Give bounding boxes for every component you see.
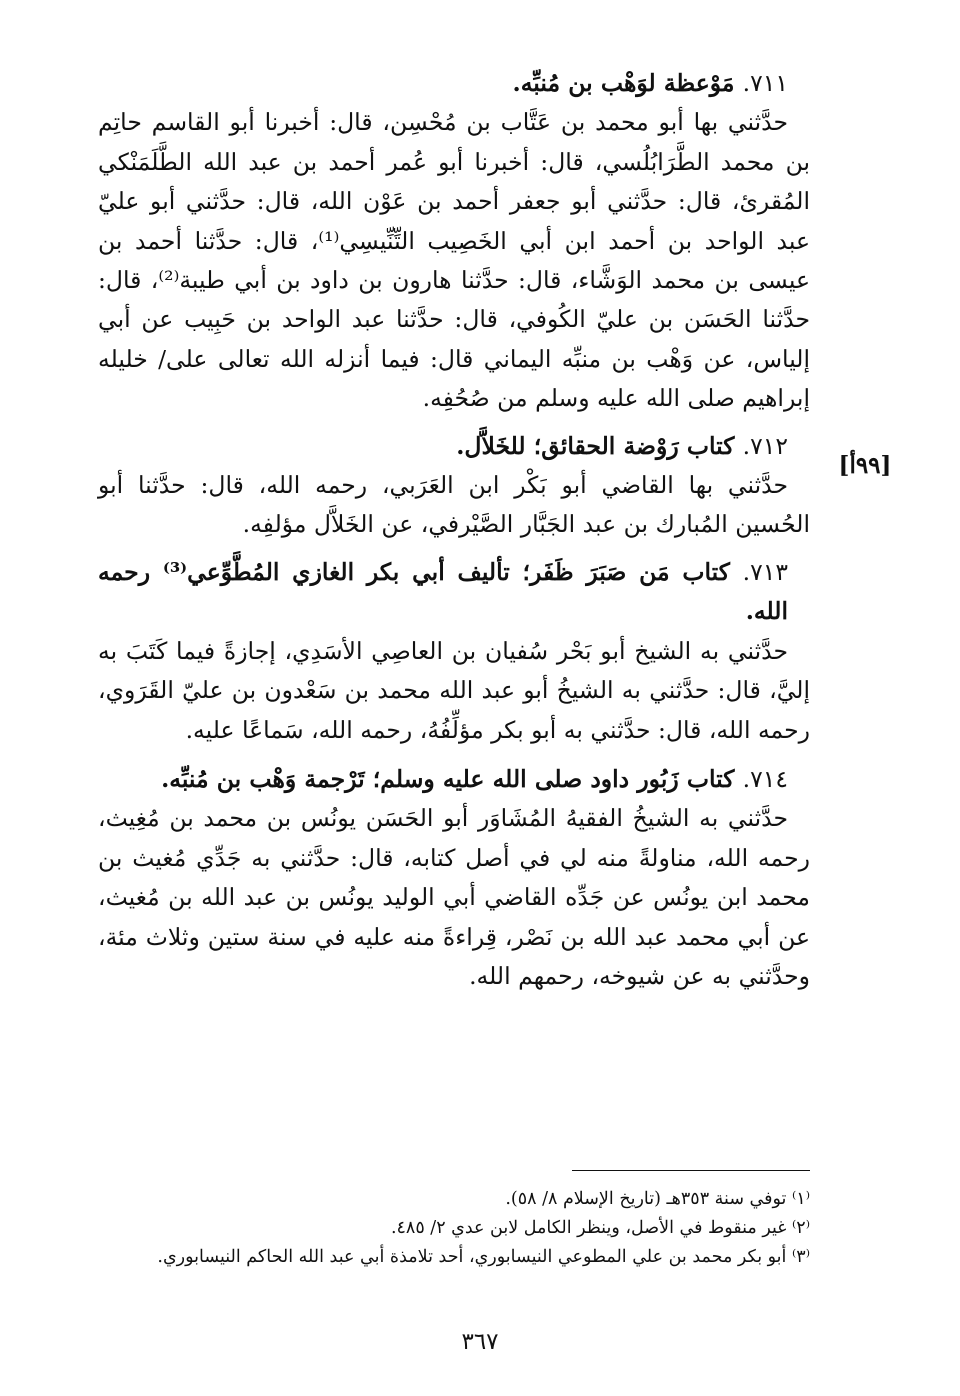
entry-712-title: كتاب رَوْضة الحقائق؛ للخَلاَّل. bbox=[456, 431, 735, 460]
page-number: ٣٦٧ bbox=[461, 1329, 499, 1355]
footnote-2: ⁽٢⁾ غير منقوط في الأصل، وينظر الكامل لابن عدي ٢/ ٤٨٥. bbox=[390, 1218, 810, 1238]
entry-713-body: حدَّثني به الشيخ أبو بَحْر سُفيان بن العاصِي الأسَدِي، إجازةً فيما كَتَبَ به إليَّ، قال: حدَّثني به الشيخُ أبو عبد الله محمد بن سَعْدون بن عليّ القَرَوي، رحمه الله، قال: حدَّثني به أبو بكر مؤلِّفُهُ، رحمه الله، سَماعًا عليه. bbox=[98, 636, 810, 744]
entry-714-body: حدَّثني به الشيخُ الفقيهُ المُشَاوَر أبو الحَسَن يونُس بن محمد بن مُغِيث، رحمه الله، مناولةً منه لي في أصل كتابه، قال: حدَّثني به جَدِّي مُغيث بن محمد ابن يونُس عن جَدِّه القاضي أبي الوليد يونُس بن عبد الله بن مُغيث، عن أبي محمد عبد الله بن نَصْر، قِراءةً منه عليه في سنة ستين وثلاث مئة، وحدَّثني به عن شيوخه، رحمهم الله. bbox=[98, 804, 810, 990]
entry-714-heading bbox=[98, 760, 810, 799]
entry-714-number: ٧١٤. bbox=[742, 764, 788, 793]
entry-712-heading bbox=[98, 427, 810, 466]
footnote-divider bbox=[572, 1170, 810, 1171]
main-text bbox=[98, 64, 810, 996]
entry-712-body: حدَّثني بها القاضي أبو بَكْر ابن العَرَبي، رحمه الله، قال: حدَّثنا أبو الحُسين المُبارك بن عبد الجَبَّار الصَّيْرفي، عن الخَلاَّل مؤلفِه. bbox=[98, 471, 810, 539]
footnote-1: ⁽١⁾ توفي سنة ٣٥٣هـ (تاريخ الإسلام ٨/ ٥٨). bbox=[505, 1189, 810, 1209]
entry-713-number: ٧١٣. bbox=[742, 557, 789, 586]
manuscript-folio-reference: [٩٩أ] bbox=[838, 452, 892, 479]
entry-712-number: ٧١٢. bbox=[742, 431, 788, 460]
entry-713-title: كتاب مَن صَبَرَ ظَفَر؛ تأليف أبي بكر الغازي المُطَّوِّعي⁽³⁾ رحمه الله. bbox=[98, 557, 788, 626]
footnote-3: ⁽٣⁾ أبو بكر محمد بن علي المطوعي النيسابوري، أحد تلامذة أبي عبد الله الحاكم النيسابوري. bbox=[157, 1247, 810, 1267]
entry-713-heading bbox=[98, 553, 810, 632]
entry-711-number: ٧١١. bbox=[742, 69, 788, 97]
entry-711-heading bbox=[98, 64, 810, 103]
entry-711-body: حدَّثني بها أبو محمد بن عَتَّاب بن مُحْسِن، قال: أخبرنا أبو القاسم حاتِم بن محمد الطَّرَابُلُسي، قال: أخبرنا أبو عُمر أحمد بن عبد الله الطَّلَمَنْكي المُقرئ، قال: حدَّثني أبو جعفر أحمد بن عَوْن الله، قال: حدَّثني أبو عليّ عبد الواحد بن أحمد ابن أبي الخَصِيب التِّنِّيسِي⁽¹⁾، قال: حدَّثنا أحمد بن عيسى بن محمد الوَشَّاء، قال: حدَّثنا هارون بن داود بن أبي طيبة⁽²⁾، قال: حدَّثنا الحَسَن بن عليّ الكُوفي، قال: حدَّثنا عبد الواحد بن حَبِيب عن أبي إلياس، عن وَهْب بن منبِّه اليماني قال: فيما أنزله الله تعالى على/ خليله إبراهيم صلى الله عليه وسلم من صُحُفِه. bbox=[98, 108, 811, 413]
entry-714-title: كتاب زَبُور داود صلى الله عليه وسلم؛ تَرْجمة وَهْب بن مُنبِّه. bbox=[161, 764, 735, 793]
footnotes bbox=[98, 1185, 810, 1272]
entry-711-title: مَوْعظة لوَهْب بن مُنبِّه. bbox=[512, 69, 735, 97]
